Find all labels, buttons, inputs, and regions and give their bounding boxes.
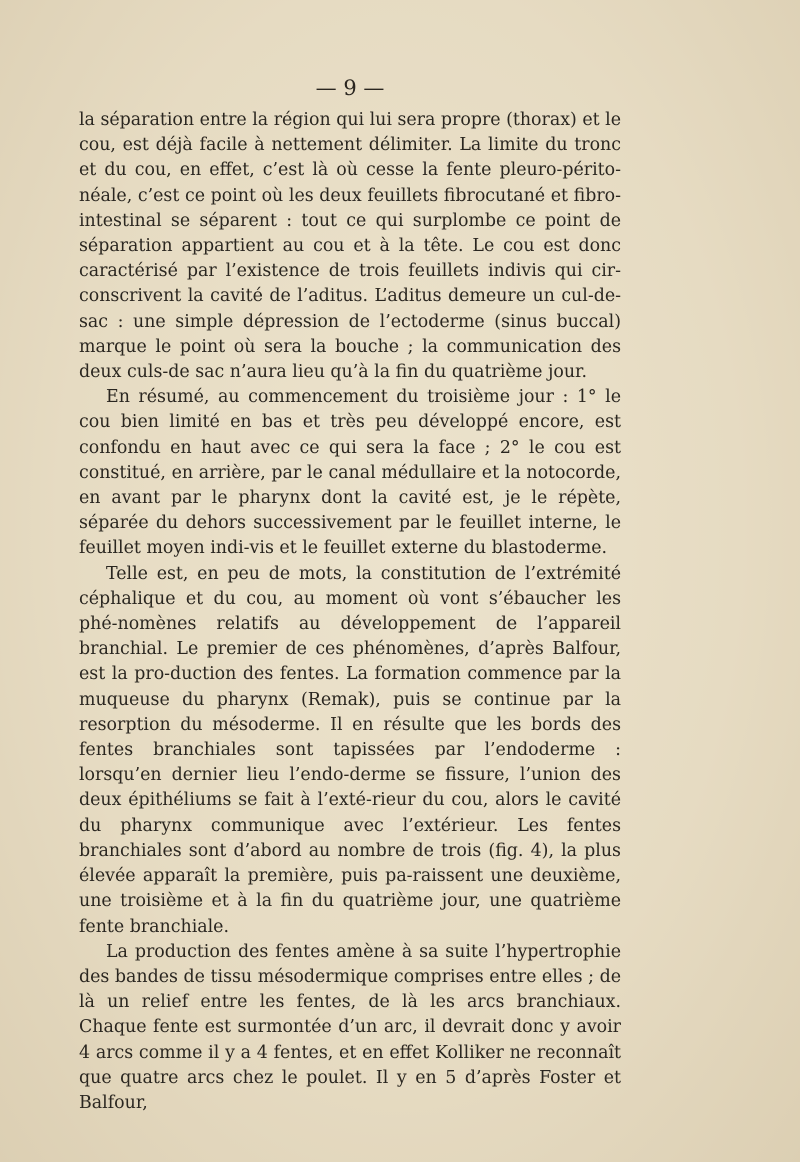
paragraph: la séparation entre la région qui lui sera propre (thorax) et le cou, est déjà facile à nettement délimiter. La limite du tronc et du cou, en effet, c’est là où cesse la fente pleuro-périto-néale, c’est ce point où les deux feuillets fibrocutané et fibro-intestinal se séparent : tout ce qui surplombe ce point de séparation appartient au cou et à la tête. Le cou est donc caractérisé par l’existence de trois feuillets indivis qui cir-conscrivent la cavité de l’aditus. L’aditus demeure un cul-de-sac : une simple dépression de l’ectoderme (sinus buccal) marque le point où sera la bouche ; la communication des deux culs-de sac n’aura lieu qu’à la fin du quatrième jour.	[79, 110, 621, 383]
paragraph: La production des fentes amène à sa suite l’hypertrophie des bandes de tissu mésodermique comprises entre elles ; de là un relief entre les fentes, de là les arcs branchiaux. Chaque fente est surmontée d’un arc, il devrait donc y avoir 4 arcs comme il y a 4 fentes, et en effet Kolliker ne reconnaît que quatre arcs chez le poulet. Il y en 5 d’après Foster et Balfour,	[79, 941, 621, 1113]
body-text	[79, 108, 621, 1116]
paragraph: Telle est, en peu de mots, la constitution de l’extrémité céphalique et du cou, au moment où vont s’ébaucher les phé-nomènes relatifs au développement de l’appareil branchial. Le premier de ces phénomènes, d’après Balfour, est la pro-duction des fentes. La formation commence par la muqueuse du pharynx (Remak), puis se continue par la resorption du mésoderme. Il en résulte que les bords des fentes branchiales sont tapissées par l’endoderme : lorsqu’en dernier lieu l’endo-derme se fissure, l’union des deux épithéliums se fait à l’exté-rieur du cou, alors le cavité du pharynx communique avec l’extérieur. Les fentes branchiales sont d’abord au nombre de trois (fig. 4), la plus élevée apparaît la première, puis pa-raissent une deuxième, une troisième et à la fin du quatrième jour, une quatrième fente branchiale.	[79, 563, 621, 937]
page-number: — 9 —	[315, 76, 385, 100]
paragraph: En résumé, au commencement du troisième jour : 1° le cou bien limité en bas et très peu développé encore, est confondu en haut avec ce qui sera la face ; 2° le cou est constitué, en arrière, par le canal médullaire et la notocorde, en avant par le pharynx dont la cavité est, je le répète, séparée du dehors successivement par le feuillet interne, le feuillet moyen indi-vis et le feuillet externe du blastoderme.	[79, 387, 621, 559]
